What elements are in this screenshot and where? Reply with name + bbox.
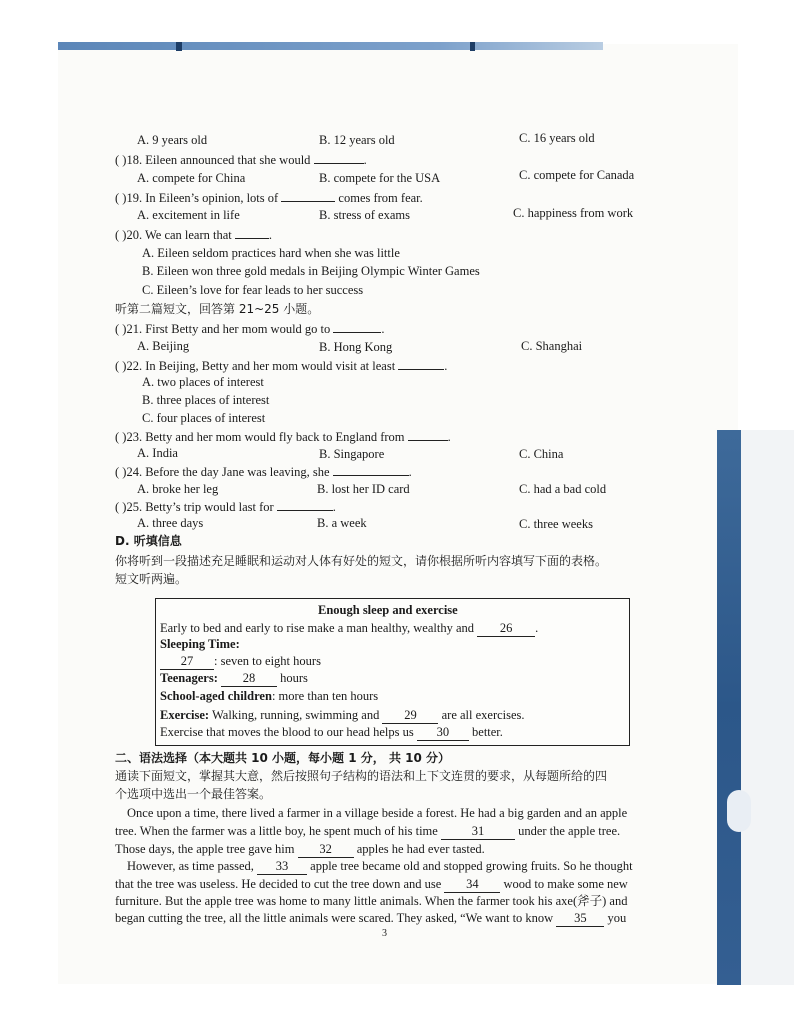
table-row-adults: 27 : seven to eight hours [160,653,321,670]
table-row-sleeping-time: Sleeping Time: [160,637,240,651]
q20-stem: ( )20. We can learn that . [115,228,273,242]
page-number: 3 [382,928,387,939]
table-title: Enough sleep and exercise [318,603,458,617]
passage-line: Those days, the apple tree gave him 32 apples he had ever tasted. [115,842,485,856]
passage-line: furniture. But the apple tree was home to many little animals. When the farmer took his axe(斧子) and [115,894,628,908]
q18-option-b: B. compete for the USA [319,171,441,185]
q24-option-a: A. broke her leg [137,482,219,496]
q21-stem: ( )21. First Betty and her mom would go to . [115,322,385,336]
q19-option-c: C. happiness from work [513,206,634,220]
blank-27[interactable]: 27 [160,653,214,670]
q21-option-a: A. Beijing [137,339,190,353]
q20-option-a: A. Eileen seldom practices hard when she was little [142,246,400,260]
table-row-teenagers: Teenagers: 28 hours [160,671,308,685]
q17-option-b: B. 12 years old [319,133,395,147]
blank-26[interactable]: 26 [477,620,535,637]
section-d-heading: D. 听填信息 [115,534,182,548]
blank-35[interactable]: 35 [556,910,604,927]
table-row-school-children: School-aged children: more than ten hours [160,689,379,703]
passage-line: tree. When the farmer was a little boy, he spent much of his time 31 under the apple tree. [115,824,621,838]
top-scan-edge [58,42,603,50]
side-scan-edge [717,430,741,985]
passage2-heading: 听第二篇短文，回答第 21~25 小题。 [115,302,320,316]
q24-option-b: B. lost her ID card [317,482,410,496]
passage-line: Once upon a time, there lived a farmer in a village beside a forest. He had a big garden and an apple [127,806,628,820]
q22-option-b: B. three places of interest [142,393,270,407]
q19-stem: ( )19. In Eileen’s opinion, lots of comes from fear. [115,191,423,205]
blank-31[interactable]: 31 [441,823,515,840]
q18-option-c: C. compete for Canada [519,168,635,182]
q17-option-a: A. 9 years old [137,133,208,147]
q17-option-c: C. 16 years old [519,131,595,145]
q20-option-b: B. Eileen won three gold medals in Beijing Olympic Winter Games [142,264,480,278]
q22-option-c: C. four places of interest [142,411,266,425]
q25-stem: ( )25. Betty’s trip would last for . [115,500,336,514]
grammar-heading: 二、语法选择（本大题共 10 小题，每小题 1 分， 共 10 分） [115,751,450,765]
q18-option-a: A. compete for China [137,171,246,185]
q22-stem: ( )22. In Beijing, Betty and her mom would visit at least . [115,359,448,373]
table-row-blood: Exercise that moves the blood to our head helps us 30 better. [160,725,503,739]
q25-option-b: B. a week [317,516,367,530]
blank-28[interactable]: 28 [221,670,277,687]
q25-option-c: C. three weeks [519,517,593,531]
table-row-exercise: Exercise: Walking, running, swimming and 29 are all exercises. [160,708,525,722]
passage-line: However, as time passed, 33 apple tree became old and stopped growing fruits. So he thought [127,859,633,873]
side-scan-blob [727,790,751,832]
side-scan-margin [741,430,794,985]
blank-32[interactable]: 32 [298,841,354,858]
passage-line: that the tree was useless. He decided to cut the tree down and use 34 wood to make some new [115,877,628,891]
q21-option-b: B. Hong Kong [319,340,393,354]
q22-option-a: A. two places of interest [142,375,264,389]
q23-option-a: A. India [137,446,178,460]
q19-option-a: A. excitement in life [137,208,240,222]
table-row-proverb: Early to bed and early to rise make a man healthy, wealthy and 26 . [160,621,539,635]
q24-stem: ( )24. Before the day Jane was leaving, she . [115,465,412,479]
grammar-instruction: 通读下面短文，掌握其大意，然后按照句子结构的语法和上下文连贯的要求，从每题所给的四 [115,769,608,783]
q24-option-c: C. had a bad cold [519,482,607,496]
section-d-instruction-2: 短文听两遍。 [115,572,188,586]
blank-30[interactable]: 30 [417,724,469,741]
blank-33[interactable]: 33 [257,858,307,875]
scan-mark [176,42,182,51]
q25-option-a: A. three days [137,516,204,530]
blank-34[interactable]: 34 [444,876,500,893]
q23-option-c: C. China [519,447,564,461]
scan-mark [470,42,475,51]
grammar-instruction-2: 个选项中选出一个最佳答案。 [115,787,272,801]
q20-option-c: C. Eileen’s love for fear leads to her success [142,283,364,297]
q21-option-c: C. Shanghai [521,339,583,353]
q19-option-b: B. stress of exams [319,208,410,222]
q23-stem: ( )23. Betty and her mom would fly back to England from . [115,430,451,444]
q23-option-b: B. Singapore [319,447,385,461]
passage-line: began cutting the tree, all the little animals were scared. They asked, “We want to know 35 you [115,911,627,925]
blank-29[interactable]: 29 [382,707,438,724]
q18-stem: ( )18. Eileen announced that she would . [115,153,367,167]
section-d-instruction: 你将听到一段描述充足睡眠和运动对人体有好处的短文，请你根据所听内容填写下面的表格。 [115,554,608,568]
